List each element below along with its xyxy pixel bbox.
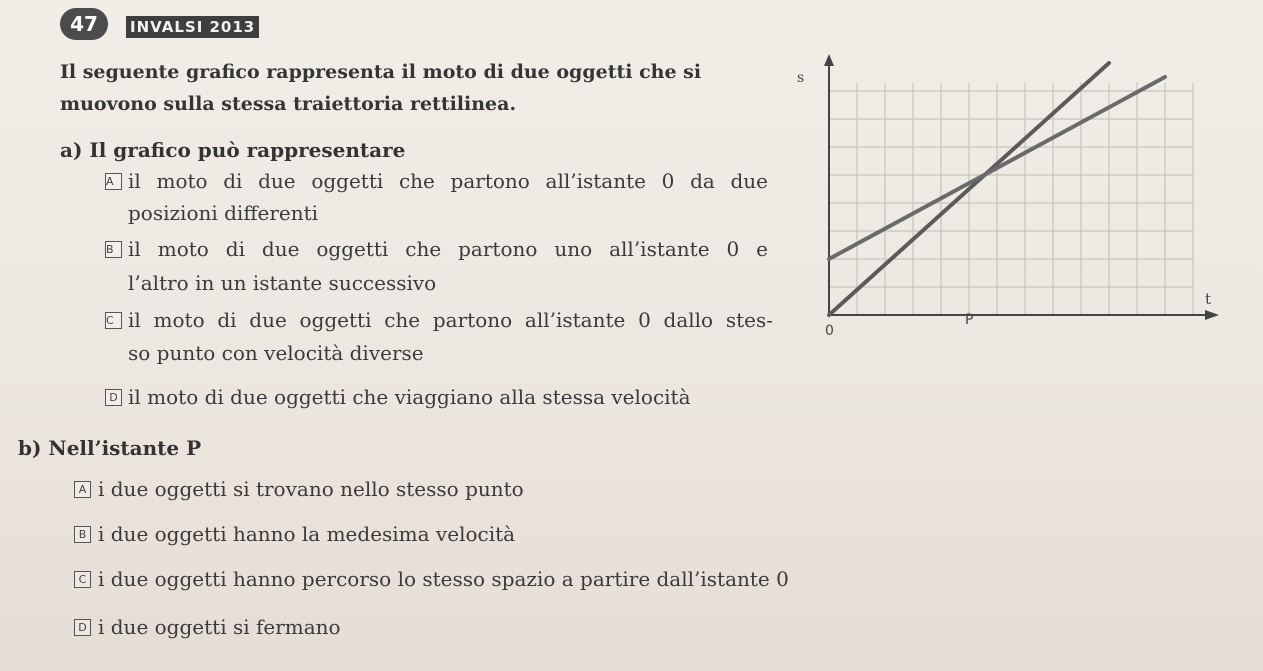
- intro-line-2: muovono sulla stessa traiettoria rettilinea.: [60, 93, 517, 115]
- question-b-title: b) Nell’istante P: [18, 436, 202, 460]
- option-a-C-checkbox[interactable]: C: [105, 312, 122, 329]
- y-axis-label: s: [797, 70, 805, 86]
- option-a-A-line-1[interactable]: [106, 168, 768, 194]
- source-label: INVALSI 2013: [126, 16, 259, 38]
- option-a-A-checkbox[interactable]: A: [105, 173, 122, 190]
- option-b-B[interactable]: [78, 521, 516, 547]
- option-b-C[interactable]: [78, 566, 789, 592]
- option-b-A[interactable]: [78, 476, 524, 502]
- option-a-C-line-1[interactable]: [106, 307, 773, 333]
- option-a-D[interactable]: [109, 384, 691, 410]
- option-b-B-checkbox[interactable]: B: [74, 526, 91, 543]
- p-label: P: [965, 312, 974, 328]
- option-a-C-text: il moto di due oggetti che partono all’istante 0 dallo stes-: [128, 308, 773, 332]
- question-a-title: a) Il grafico può rappresentare: [60, 138, 406, 162]
- exercise-number-badge: 47: [60, 8, 108, 40]
- option-b-D[interactable]: [78, 614, 341, 640]
- motion-graph: [795, 40, 1235, 340]
- option-b-A-checkbox[interactable]: A: [74, 481, 91, 498]
- option-a-B-line-1[interactable]: [106, 236, 768, 262]
- option-a-D-checkbox[interactable]: D: [105, 389, 122, 406]
- option-b-A-text: i due oggetti si trovano nello stesso punto: [98, 477, 524, 501]
- graph-grid: [829, 83, 1193, 315]
- origin-label: 0: [825, 323, 834, 339]
- option-b-C-checkbox[interactable]: C: [74, 571, 91, 588]
- option-a-B-line-2: l’altro in un istante successivo: [128, 271, 437, 295]
- option-a-B-checkbox[interactable]: B: [105, 241, 122, 258]
- intro-line-1: Il seguente grafico rappresenta il moto di due oggetti che si: [60, 61, 702, 83]
- option-a-C-line-2: so punto con velocità diverse: [128, 341, 424, 365]
- option-b-D-checkbox[interactable]: D: [74, 619, 91, 636]
- option-b-C-text: i due oggetti hanno percorso lo stesso spazio a partire dall’istante 0: [98, 567, 789, 591]
- option-b-D-text: i due oggetti si fermano: [98, 615, 341, 639]
- option-a-A-text: il moto di due oggetti che partono all’istante 0 da due: [128, 169, 768, 193]
- x-axis-label: t: [1205, 290, 1212, 308]
- option-a-A-line-2: posizioni differenti: [128, 201, 319, 225]
- x-axis-arrow: [1205, 310, 1219, 320]
- option-b-B-text: i due oggetti hanno la medesima velocità: [98, 522, 516, 546]
- y-axis-arrow: [824, 54, 834, 66]
- option-a-D-text: il moto di due oggetti che viaggiano alla stessa velocità: [128, 385, 691, 409]
- option-a-B-text: il moto di due oggetti che partono uno all’istante 0 e: [128, 237, 768, 261]
